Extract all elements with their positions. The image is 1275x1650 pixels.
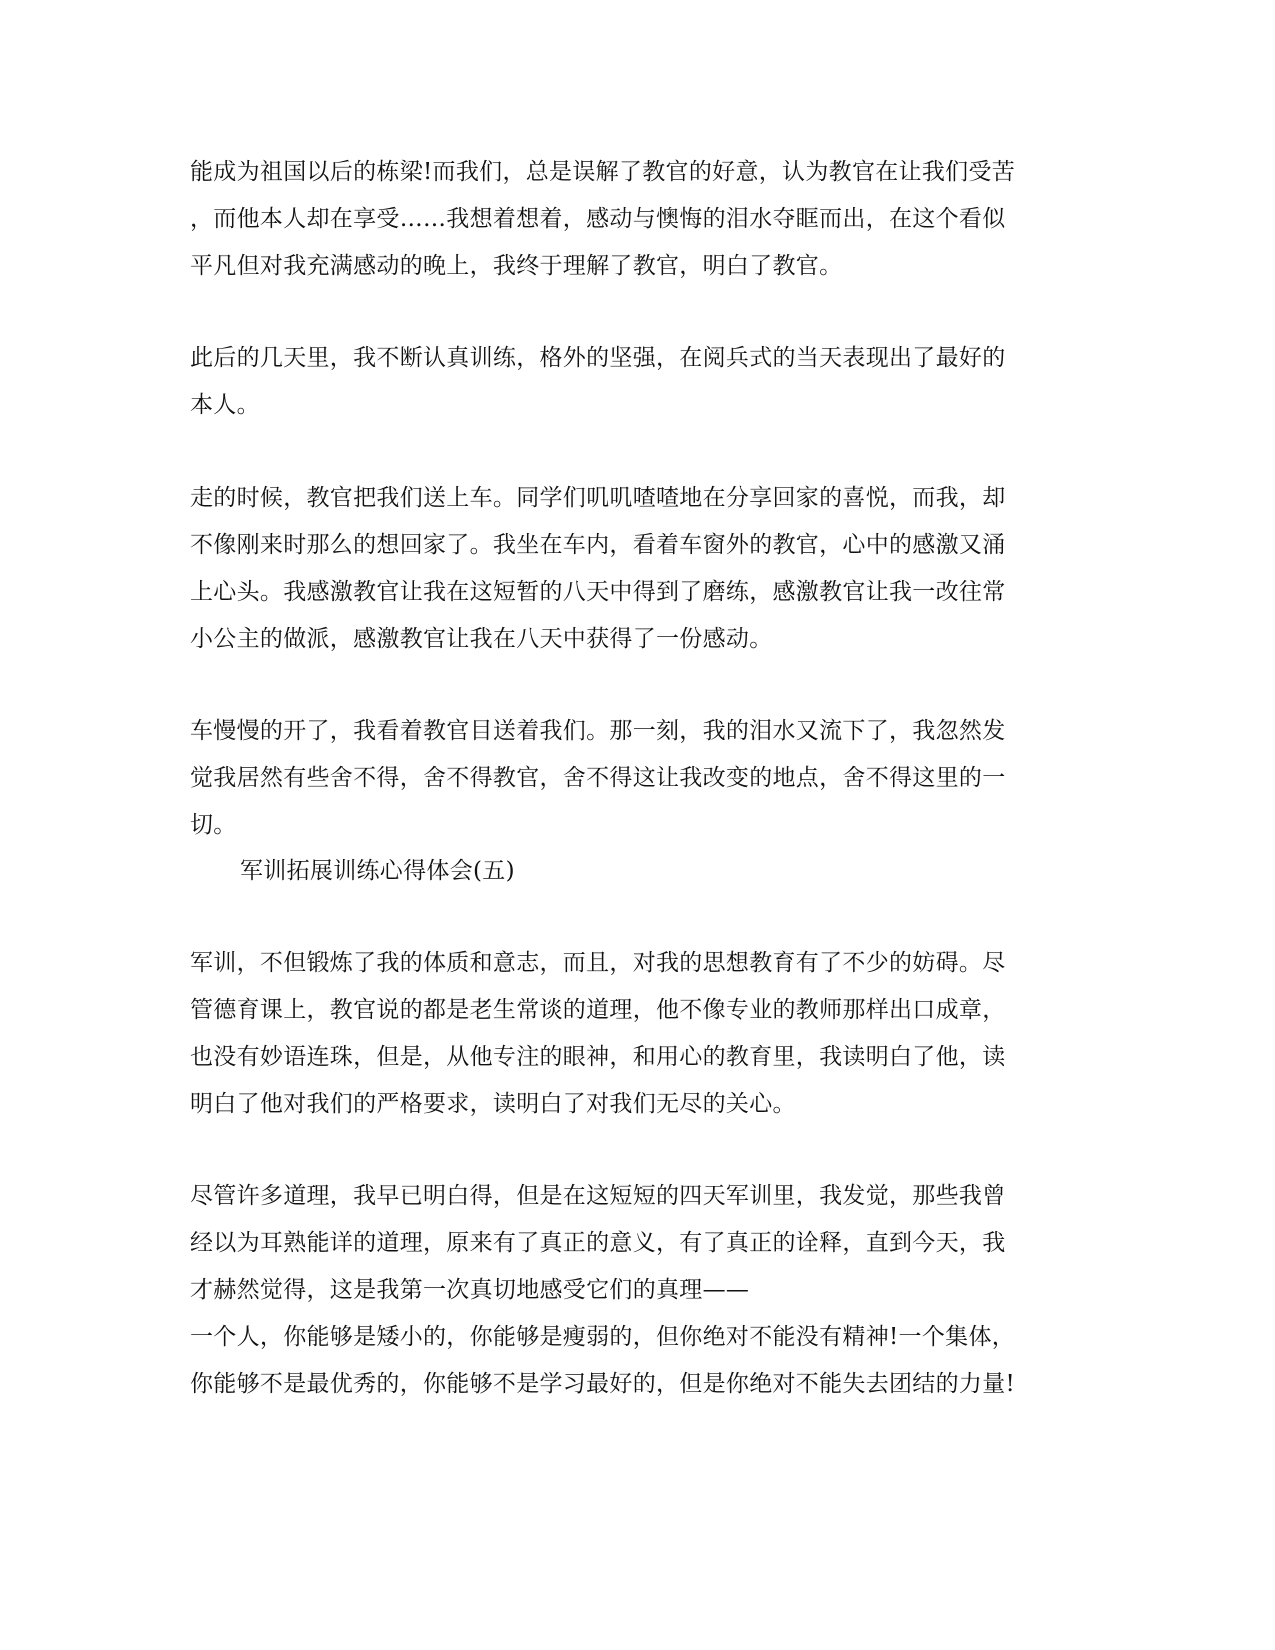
paragraph-line: 经以为耳熟能详的道理，原来有了真正的意义，有了真正的诠释，直到今天，我 xyxy=(190,1230,1006,1256)
paragraph-line: 上心头。我感激教官让我在这短暂的八天中得到了磨练，感激教官让我一改往常 xyxy=(190,579,1006,605)
paragraph-line: 才赫然觉得，这是我第一次真切地感受它们的真理—— xyxy=(190,1277,750,1303)
paragraph-line: 小公主的做派，感激教官让我在八天中获得了一份感动。 xyxy=(190,626,773,652)
paragraph-line: 尽管许多道理，我早已明白得，但是在这短短的四天军训里，我发觉，那些我曾 xyxy=(190,1183,1006,1209)
paragraph-line: 一个人，你能够是矮小的，你能够是瘦弱的，但你绝对不能没有精神!一个集体， xyxy=(190,1324,1016,1350)
section-title: 军训拓展训练心得体会(五) xyxy=(240,858,515,884)
paragraph-line: 平凡但对我充满感动的晚上，我终于理解了教官，明白了教官。 xyxy=(190,253,843,279)
paragraph-line: ，而他本人却在享受……我想着想着，感动与懊悔的泪水夺眶而出，在这个看似 xyxy=(190,206,1006,232)
paragraph-line: 你能够不是最优秀的，你能够不是学习最好的，但是你绝对不能失去团结的力量! xyxy=(190,1371,1016,1397)
paragraph-line: 本人。 xyxy=(190,392,260,418)
paragraph-line: 不像刚来时那么的想回家了。我坐在车内，看着车窗外的教官，心中的感激又涌 xyxy=(190,532,1006,558)
paragraph-line: 走的时候，教官把我们送上车。同学们叽叽喳喳地在分享回家的喜悦，而我，却 xyxy=(190,485,1006,511)
paragraph-line: 军训，不但锻炼了我的体质和意志，而且，对我的思想教育有了不少的妨碍。尽 xyxy=(190,950,1006,976)
paragraph-line: 车慢慢的开了，我看着教官目送着我们。那一刻，我的泪水又流下了，我忽然发 xyxy=(190,718,1006,744)
paragraph-line: 管德育课上，教官说的都是老生常谈的道理，他不像专业的教师那样出口成章， xyxy=(190,997,1006,1023)
paragraph-line: 也没有妙语连珠，但是，从他专注的眼神，和用心的教育里，我读明白了他，读 xyxy=(190,1044,1006,1070)
paragraph-line: 此后的几天里，我不断认真训练，格外的坚强，在阅兵式的当天表现出了最好的 xyxy=(190,345,1006,371)
paragraph-line: 能成为祖国以后的栋梁!而我们，总是误解了教官的好意，认为教官在让我们受苦 xyxy=(190,159,1016,185)
paragraph-line: 觉我居然有些舍不得，舍不得教官，舍不得这让我改变的地点，舍不得这里的一 xyxy=(190,765,1006,791)
paragraph-line: 切。 xyxy=(190,812,237,838)
paragraph-line: 明白了他对我们的严格要求，读明白了对我们无尽的关心。 xyxy=(190,1091,796,1117)
